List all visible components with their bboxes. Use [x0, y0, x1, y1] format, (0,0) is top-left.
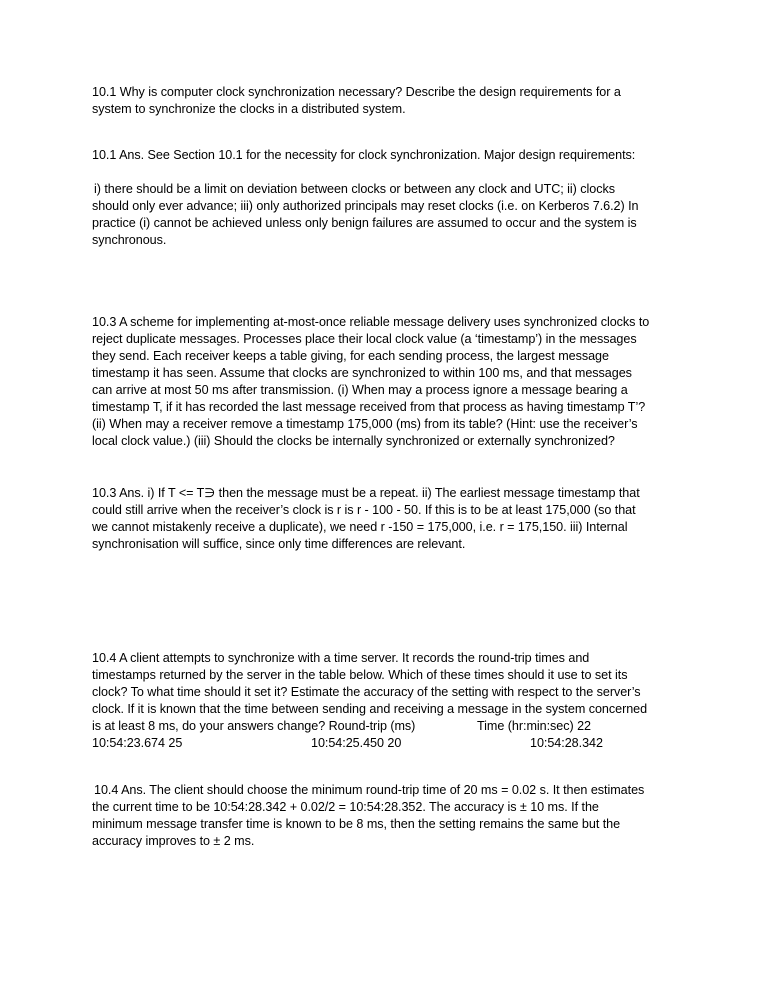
text-line: synchronous. [92, 233, 167, 247]
text-line: 10.3 A scheme for implementing at-most-once reliable message delivery uses synchronized clocks to [92, 315, 650, 329]
text-line: 10.1 Ans. See Section 10.1 for the necessity for clock synchronization. Major design requirements: [92, 148, 636, 162]
text-line: (ii) When may a receiver remove a timestamp 175,000 (ms) from its table? (Hint: use the receiver’s [92, 417, 638, 431]
table-cell: 10:54:23.674 25 [92, 736, 183, 750]
text-line: practice (i) cannot be achieved unless only benign failures are assumed to occur and the system is [92, 216, 637, 230]
text-line: 10.4 Ans. The client should choose the minimum round-trip time of 20 ms = 0.02 s. It then estimates [94, 783, 645, 797]
text-line: is at least 8 ms, do your answers change? Round-trip (ms) [92, 719, 416, 733]
table-cell: 10:54:28.342 [530, 736, 603, 750]
text-line: clock? To what time should it set it? Estimate the accuracy of the setting with respect to the server’s [92, 685, 641, 699]
text-line: the current time to be 10:54:28.342 + 0.02/2 = 10:54:28.352. The accuracy is ± 10 ms. If the [92, 800, 599, 814]
table-header-time: Time (hr:min:sec) 22 [477, 719, 591, 733]
text-line: system to synchronize the clocks in a distributed system. [92, 102, 406, 116]
text-line: should only ever advance; iii) only authorized principals may reset clocks (i.e. on Kerberos 7.6.2) In [92, 199, 639, 213]
text-line: timestamp it has seen. Assume that clocks are synchronized to within 100 ms, and that messages [92, 366, 632, 380]
text-line: i) there should be a limit on deviation between clocks or between any clock and UTC; ii) clocks [94, 182, 615, 196]
text-line: 10.3 Ans. i) If T <= T∋ then the message must be a repeat. ii) The earliest message timestamp that [92, 486, 640, 500]
text-line: timestamps returned by the server in the table below. Which of these times should it use to set its [92, 668, 628, 682]
text-line: could still arrive when the receiver’s clock is r is r - 100 - 50. If this is to be at least 175,000 (so that [92, 503, 636, 517]
text-line: reject duplicate messages. Processes place their local clock value (a ‘timestamp’) in the messages [92, 332, 637, 346]
text-line: local clock value.) (iii) Should the clocks be internally synchronized or externally synchronized? [92, 434, 615, 448]
text-line: can arrive at most 50 ms after transmission. (i) When may a process ignore a message bearing a [92, 383, 628, 397]
text-line: we cannot mistakenly receive a duplicate), we need r -150 = 175,000, i.e. r = 175,150. iii) Internal [92, 520, 628, 534]
text-line: clock. If it is known that the time between sending and receiving a message in the system concerned [92, 702, 648, 716]
text-line: synchronisation will suffice, since only time differences are relevant. [92, 537, 466, 551]
text-line: 10.4 A client attempts to synchronize with a time server. It records the round-trip times and [92, 651, 590, 665]
text-line: accuracy improves to ± 2 ms. [92, 834, 255, 848]
text-line: timestamp T, if it has recorded the last message received from that process as having timestamp T’? [92, 400, 646, 414]
text-line: they send. Each receiver keeps a table giving, for each sending process, the largest message [92, 349, 609, 363]
text-line: minimum message transfer time is known to be 8 ms, then the setting remains the same but the [92, 817, 621, 831]
table-cell: 10:54:25.450 20 [311, 736, 402, 750]
text-line: 10.1 Why is computer clock synchronization necessary? Describe the design requirements for a [92, 85, 621, 99]
